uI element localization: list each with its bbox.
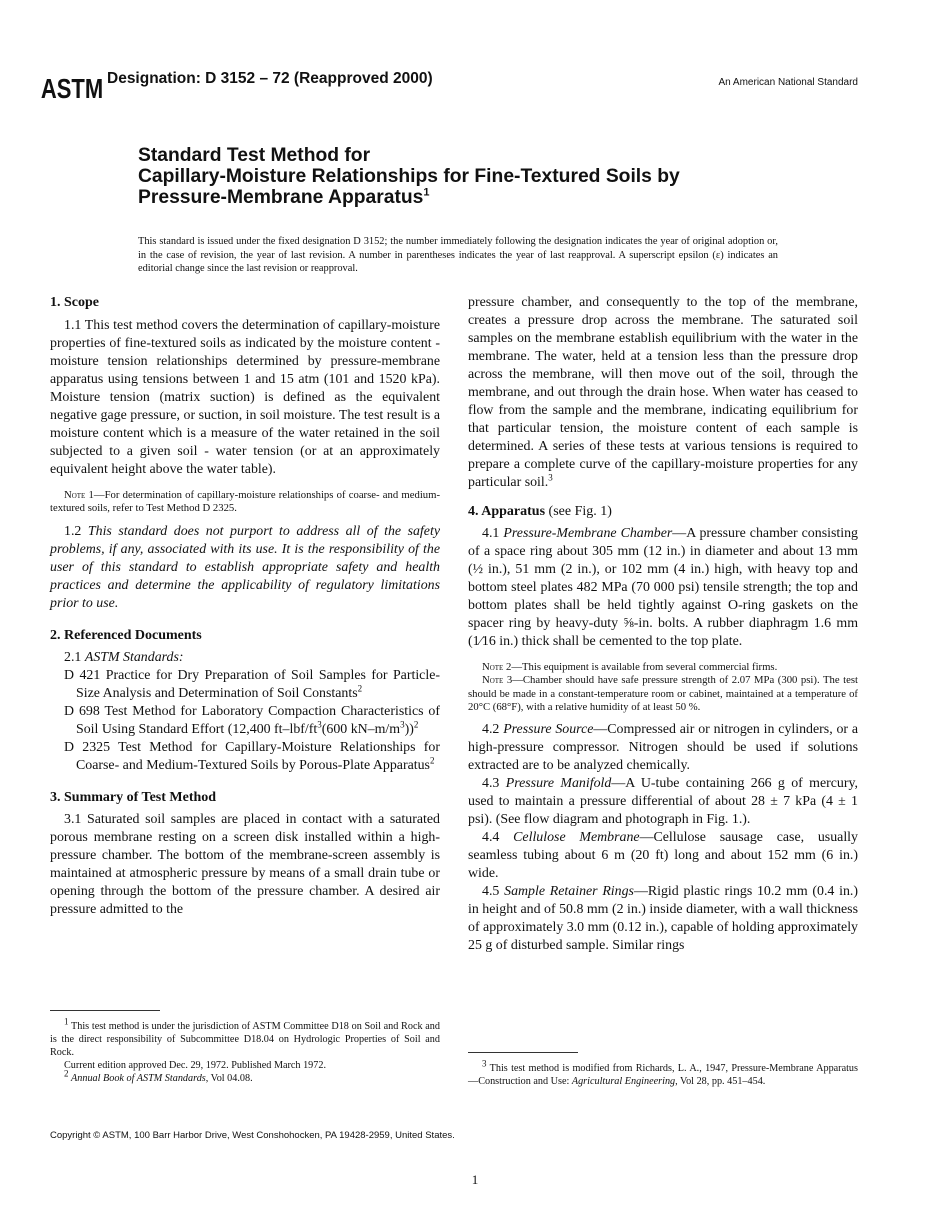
ref-d2325: D 2325 Test Method for Capillary-Moisture Relationships for Coarse- and Medium-Textured Soils by Porous-Plate Apparatus$^2$	[64, 739, 440, 773]
right-column	[468, 294, 858, 955]
para-3-1: 3.1 Saturated soil samples are placed in contact with a saturated porous membrane resting on a screen disk installed within a high-pressure chamber. The bottom of the membrane-screen assembly is maintained at atmospheric pressure by means of a small drain tube or opening through the bottom of the pressure chamber. A desired air pressure admitted to the	[50, 811, 440, 917]
national-standard-label: An American National Standard	[718, 77, 858, 88]
section-2-heading: 2. Referenced Documents	[50, 627, 202, 643]
para-3-1-continued: pressure chamber, and consequently to the top of the membrane, creates a pressure drop across the membrane. The saturated soil samples on the membrane establish equilibrium with the water in the membrane. The water, held at a tension less than the pressure drop across the membrane, will then move out of the soil, through the membrane, and out through the drain hose. When water has ceased to flow from the sample and the membrane, indicating equilibrium for that particular tension, the moisture content of each sample is determined. A series of these tests at various tensions is required to prepare a complete curve of the capillary-moisture properties for any particular soil.$^3$	[468, 295, 858, 490]
para-4-2: 4.2 Pressure Source—Compressed air or nitrogen in cylinders, or a high-pressure compressor. Nitrogen should be used if solutions extracted are to be analyzed chemically.	[468, 722, 858, 774]
note-2: Note 2—This equipment is available from several commercial firms.	[482, 661, 778, 673]
title-line-1: Standard Test Method for	[138, 145, 371, 166]
footnote-2: $^2$ Annual Book of ASTM Standards, Vol 04.08.	[64, 1068, 253, 1085]
astm-logo	[40, 63, 104, 109]
footnote-1: $^1$ This test method is under the jurisdiction of ASTM Committee D18 on Soil and Rock and is the direct responsibility of Subcommittee D18.04 on Hydrologic Properties of Soil and Rock.	[50, 1016, 440, 1059]
ref-d421: D 421 Practice for Dry Preparation of Soil Samples for Particle-Size Analysis and Determination of Soil Constants$^2$	[64, 667, 440, 701]
section-4-heading: 4. Apparatus (see Fig. 1)	[468, 504, 612, 519]
para-1-2: 1.2 This standard does not purport to address all of the safety problems, if any, associated with its use. It is the responsibility of the user of this standard to establish appropriate safety and health practices and determine the applicability of regulatory limitations prior to use.	[50, 523, 440, 611]
svg-text:ASTM: ASTM	[40, 73, 104, 105]
title-line-2: Capillary-Moisture Relationships for Fine-Textured Soils by	[138, 166, 680, 187]
issued-note: This standard is issued under the fixed designation D 3152; the number immediately following the designation indicates the year of original adoption or, in the case of revision, the year of last revision. A number in parentheses indicates the year of last reapproval. A superscript epsilon (ε) indicates an editorial change since the last revision or reapproval.	[138, 236, 778, 275]
para-4-3: 4.3 Pressure Manifold—A U-tube containing 266 g of mercury, used to maintain a pressure differential of about 28 ± 7 kPa (4 ± 1 psi). (See flow diagram and photograph in Fig. 1.).	[468, 776, 858, 828]
para-2-1: 2.1 ASTM Standards:	[64, 649, 184, 665]
designation: Designation: D 3152 – 72 (Reapproved 2000)	[107, 70, 433, 87]
document-title	[138, 145, 838, 208]
para-1-1: 1.1 This test method covers the determination of capillary-moisture properties of fine-textured soils as indicated by the moisture content - moisture tension relationships determined by pressure-membrane apparatus using tensions between 1 and 15 atm (101 and 1520 kPa). Moisture tension (matrix suction) is defined as the equivalent negative gage pressure, or suction, in soil moisture. The test result is a moisture content which is a measure of the water retained in the soil subjected to a given soil - water tension (or at an approximately equivalent height above the water table).	[50, 318, 440, 477]
ref-d698: D 698 Test Method for Laboratory Compaction Characteristics of Soil Using Standard Effort (12,400 $ft-lbf/ft^3(600$ $kN-m/m^3))^2$	[64, 703, 440, 737]
section-1-heading: 1. Scope	[50, 295, 99, 310]
left-footnotes	[50, 1010, 440, 1085]
note-1: Note 1—For determination of capillary-moisture relationships of coarse- and medium-textured soils, refer to Test Method D 2325.	[50, 489, 440, 515]
footnote-3: $^3$ This test method is modified from Richards, L. A., 1947, Pressure-Membrane Apparatus—Construction and Use: Agricultural Engineering, Vol 28, pp. 451–454.	[468, 1058, 858, 1088]
title-footnote-mark: 1	[423, 186, 430, 199]
page-number: 1	[471, 1172, 479, 1187]
note-3: Note 3—Chamber should have safe pressure strength of 2.07 MPa (300 psi). The test should be made in a constant-temperature room or cabinet, maintained at a temperature of 20°C (68°F), with a relative humidity of at least 50 %.	[468, 674, 858, 713]
right-footnotes	[468, 1052, 858, 1088]
footnote-rule	[50, 1010, 160, 1011]
para-4-4: 4.4 Cellulose Membrane—Cellulose sausage case, usually seamless tubing about 6 m (20 ft) long and about 152 mm (6 in.) wide.	[468, 830, 858, 882]
para-4-5: 4.5 Sample Retainer Rings—Rigid plastic rings 10.2 mm (0.4 in.) in height and of 50.8 mm (2 in.) inside diameter, with a wall thickness of approximately 3.0 mm (0.12 in.), capable of holding approximately 25 g of disturbed sample. Similar rings	[468, 884, 859, 954]
footnote-1-edition: Current edition approved Dec. 29, 1972. Published March 1972.	[64, 1060, 326, 1072]
title-line-3: Pressure-Membrane Apparatus$^1$	[138, 186, 430, 208]
left-column	[50, 294, 440, 919]
section-3-heading: 3. Summary of Test Method	[50, 789, 217, 805]
footnote-rule	[468, 1052, 578, 1053]
copyright: Copyright © ASTM, 100 Barr Harbor Drive, West Conshohocken, PA 19428-2959, United States.	[50, 1130, 455, 1141]
para-4-1: 4.1 Pressure-Membrane Chamber—A pressure chamber consisting of a space ring about 305 mm (12 in.) in diameter and about 13 mm (½ in.), 51 mm (2 in.), or 102 mm (4 in.) high, with heavy top and bottom steel plates 482 MPa (70 000 psi) tensile strength; the top and bottom plates shall be held tightly against O-ring gaskets on the spacer ring by heavy-duty ⅝-in. bolts. A rubber diaphragm 1.6 mm (1⁄16 in.) thick shall be cemented to the top plate.	[468, 526, 858, 649]
